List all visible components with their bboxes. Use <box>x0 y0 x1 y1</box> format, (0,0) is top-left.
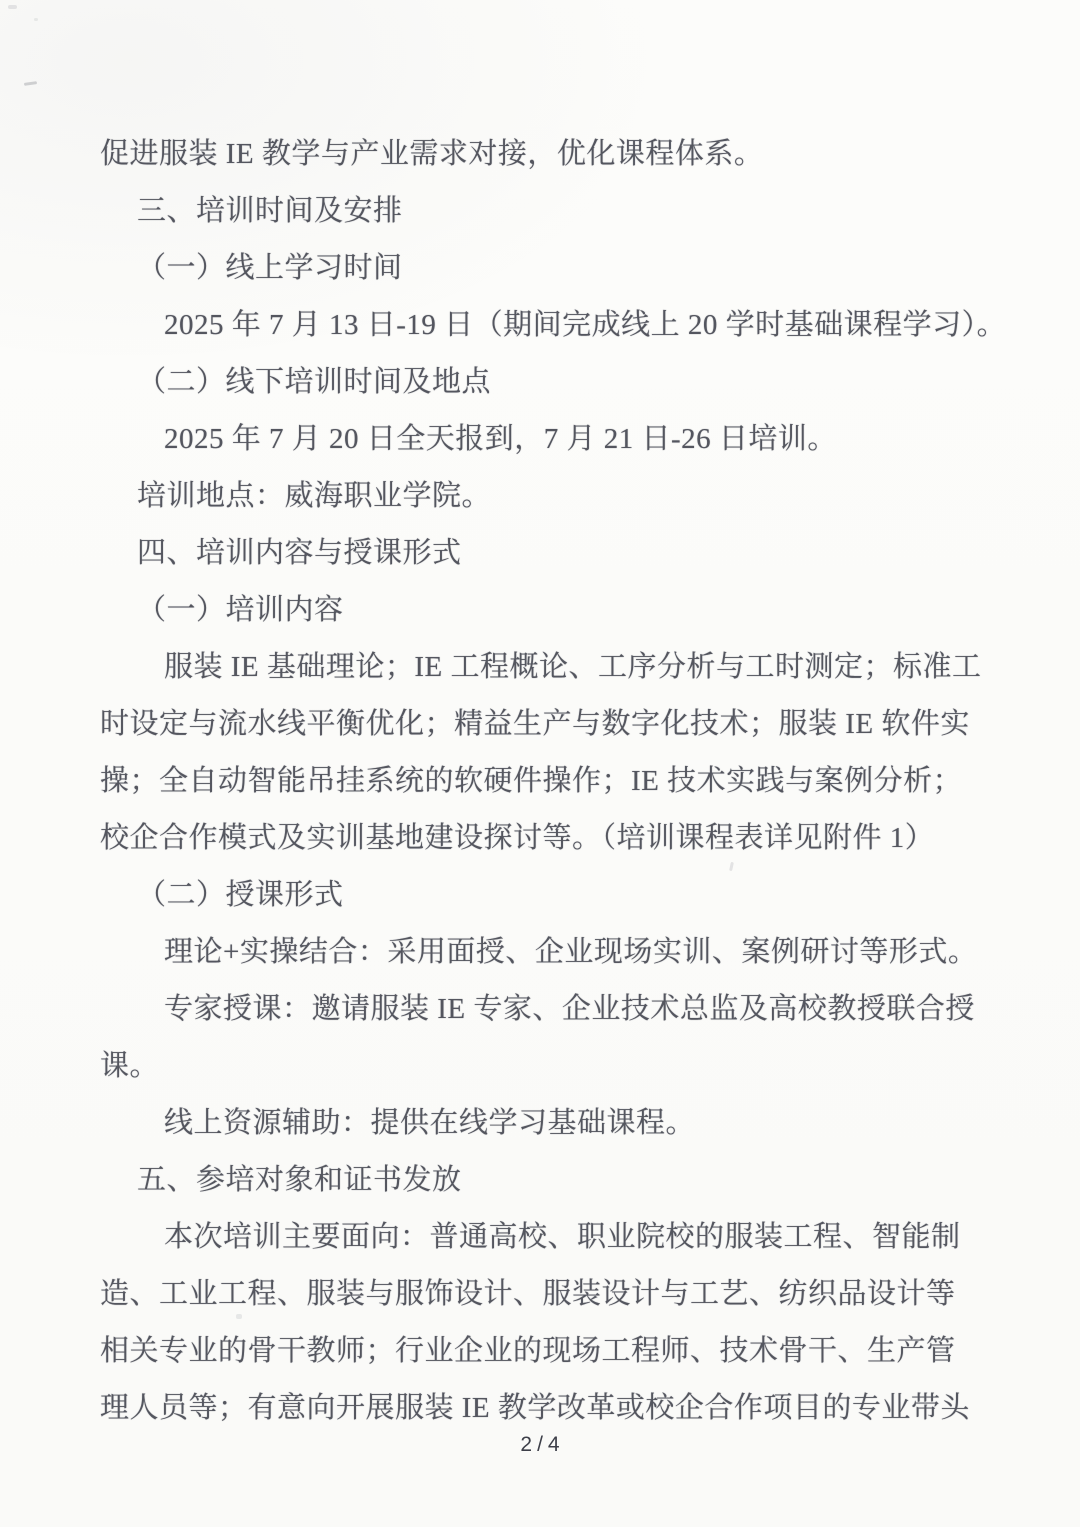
text-line: 相关专业的骨干教师；行业企业的现场工程师、技术骨干、生产管 <box>100 1335 956 1367</box>
scan-artifact <box>236 1314 242 1319</box>
text-line: 本次培训主要面向：普通高校、职业院校的服装工程、智能制 <box>164 1221 961 1253</box>
text-line: （一）培训内容 <box>137 594 344 626</box>
text-line: 服装 IE 基础理论；IE 工程概论、工序分析与工时测定；标准工 <box>164 651 982 683</box>
text-line: 2025 年 7 月 20 日全天报到，7 月 21 日-26 日培训。 <box>164 423 837 455</box>
text-line: （二）授课形式 <box>137 879 344 911</box>
text-line: 三、培训时间及安排 <box>137 195 403 227</box>
text-line: 时设定与流水线平衡优化；精益生产与数字化技术；服装 IE 软件实 <box>100 708 970 740</box>
text-line: 促进服装 IE 教学与产业需求对接，优化课程体系。 <box>100 138 764 170</box>
page-number: 2/4 <box>520 1433 565 1456</box>
text-line: 专家授课：邀请服装 IE 专家、企业技术总监及高校教授联合授 <box>164 993 975 1025</box>
text-line: 课。 <box>100 1050 160 1082</box>
document-body <box>0 126 1080 1437</box>
text-line: （二）线下培训时间及地点 <box>137 366 492 398</box>
text-line: 理人员等；有意向开展服装 IE 教学改革或校企合作项目的专业带头 <box>100 1392 970 1424</box>
text-line: 培训地点：威海职业学院。 <box>137 480 492 512</box>
text-line: 线上资源辅助：提供在线学习基础课程。 <box>164 1107 696 1139</box>
text-line: 2025 年 7 月 13 日-19 日（期间完成线上 20 学时基础课程学习）。 <box>164 309 1007 341</box>
scan-artifact <box>8 5 17 9</box>
text-line: 五、参培对象和证书发放 <box>137 1164 462 1196</box>
text-line: 校企合作模式及实训基地建设探讨等。（培训课程表详见附件 1） <box>100 822 935 854</box>
scan-artifact <box>24 81 37 86</box>
text-line: 造、工业工程、服装与服饰设计、服装设计与工艺、纺织品设计等 <box>100 1278 956 1310</box>
text-line: （一）线上学习时间 <box>137 252 403 284</box>
text-line: 四、培训内容与授课形式 <box>137 537 462 569</box>
text-line: 理论+实操结合：采用面授、企业现场实训、案例研讨等形式。 <box>164 936 978 968</box>
text-line: 操；全自动智能吊挂系统的软硬件操作；IE 技术实践与案例分析； <box>100 765 963 797</box>
scan-artifact <box>34 18 38 21</box>
